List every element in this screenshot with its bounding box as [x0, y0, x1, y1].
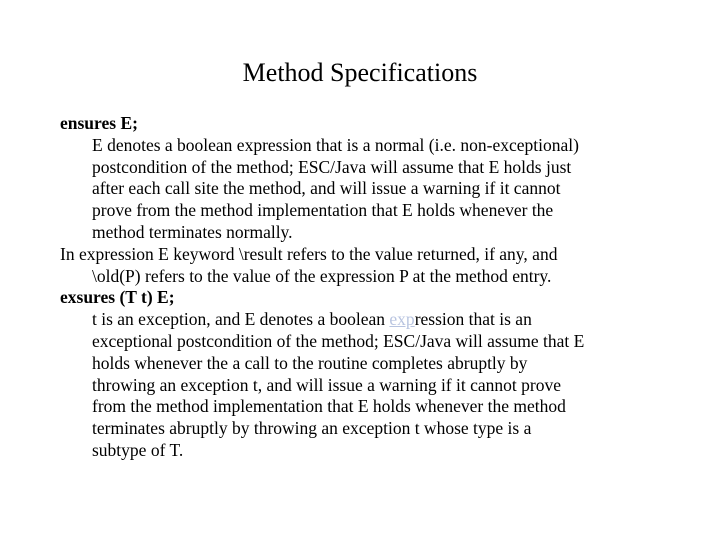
ensures-line: after each call site the method, and will issue a warning if it cannot	[92, 178, 561, 199]
exsures-first-line-prefix: t is an exception, and E denotes a boolean	[92, 309, 390, 330]
exsures-first-line	[92, 309, 700, 331]
exsures-description	[60, 309, 700, 462]
exsures-line: exceptional postcondition of the method; ESC/Java will assume that E	[92, 330, 585, 351]
ensures-line: E denotes a boolean expression that is a normal (i.e. non-exceptional)	[92, 134, 579, 155]
exsures-line: holds whenever the a call to the routine completes abruptly by	[92, 352, 528, 373]
result-note	[60, 244, 700, 288]
exsures-line: subtype of T.	[92, 439, 184, 460]
exsures-line: throwing an exception t, and will issue a warning if it cannot prove	[92, 374, 561, 395]
slide-body	[60, 113, 700, 462]
exp-link[interactable]: exp	[389, 309, 415, 330]
exsures-line: terminates abruptly by throwing an exception t whose type is a	[92, 418, 532, 439]
result-note-line: \old(P) refers to the value of the expression P at the method entry.	[92, 265, 552, 286]
ensures-description	[60, 135, 700, 244]
ensures-line: prove from the method implementation that E holds whenever the	[92, 200, 554, 221]
exsures-heading: exsures (T t) E;	[60, 287, 175, 308]
ensures-heading: ensures E;	[60, 113, 138, 133]
ensures-line: postcondition of the method; ESC/Java will assume that E holds just	[92, 156, 572, 177]
result-note-line: In expression E keyword \result refers to the value returned, if any, and	[60, 243, 558, 264]
exsures-first-line-suffix: ression that is an	[414, 309, 532, 330]
exsures-line: from the method implementation that E holds whenever the method	[92, 396, 566, 417]
slide-title: Method Specifications	[242, 58, 478, 87]
ensures-line: method terminates normally.	[92, 221, 293, 242]
